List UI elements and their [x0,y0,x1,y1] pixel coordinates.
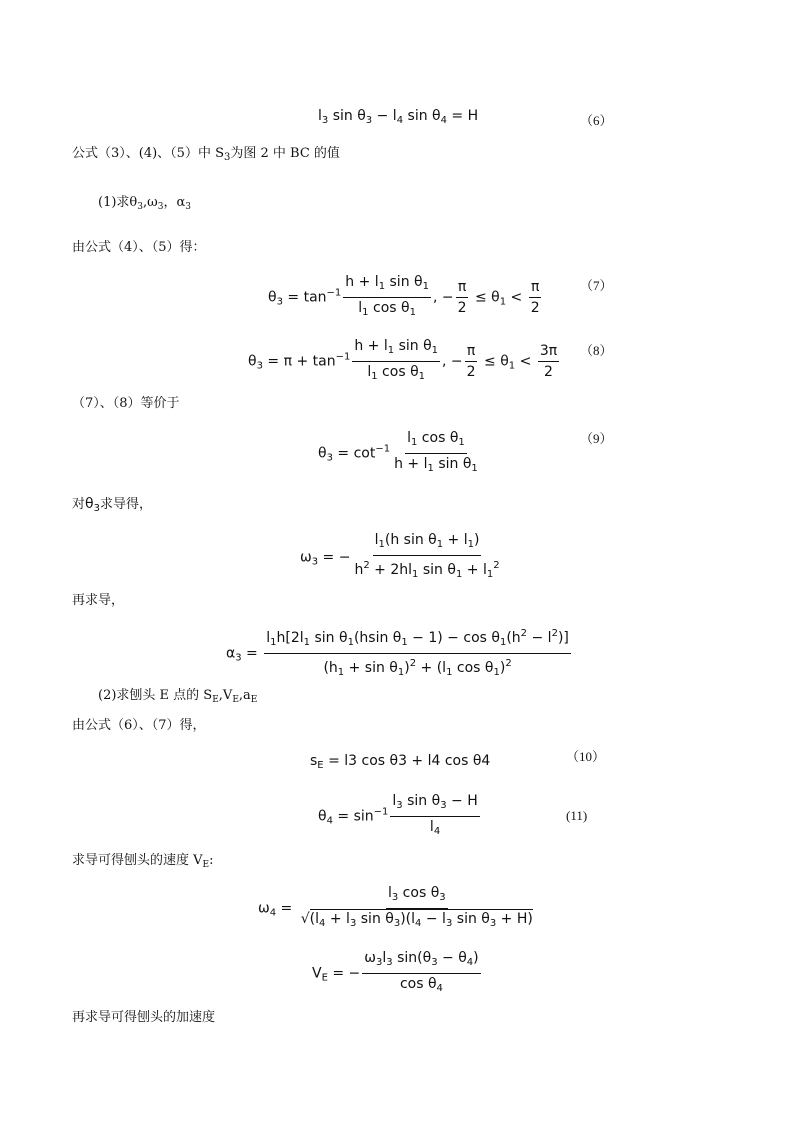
formula-note-text: 公式（3）、(4)、（5）中 S [72,146,224,161]
equation-8: $\theta_3 = \pi + \tan^{-1}$ $\frac{h + l_1 \sin \theta_1}{l_1 \cos \theta_1}$ , − $\frac{\pi}{2}$ ≤ $\theta_1$ < $\frac{3\pi}{2}$ [248,338,558,382]
paragraph-formula-note [72,146,340,166]
section-2-heading: (2)求刨头 E 点的 $S_E,V_E,a_E$ [98,688,258,705]
equation-ve: $V_E$ = − $\frac{\omega_3l_3 \sin(\theta_3 - \theta_4)}{\cos \theta_4}$ [312,950,479,994]
equation-number-10: （10） [566,749,606,764]
velocity-text: 求导可得刨头的速度 V [72,853,203,868]
section-2-v: ,V [218,688,233,703]
equation-6: $l_3$ $\sin \theta_3 - l_4$ $\sin \theta_4 = H$ [318,108,479,126]
paragraph-velocity: 求导可得刨头的速度 $V_E$: [72,853,214,870]
section-2-a: ,a [238,688,251,703]
paragraph-from-45: 由公式（4）、（5）得： [72,240,206,255]
formula-note-tail: 为图 2 中 BC 的值 [230,146,340,161]
paragraph-acceleration: 再求导可得刨头的加速度 [72,1010,216,1025]
equation-alpha3: $\alpha_3$ = $\frac{l_1h[2l_1 \sin \theta_1(hsin \theta_1 - 1) - \cos \theta_1(h^2 - l^2)]}{(h_1 + \sin \theta_1)^2 + (l_1 \cos \theta_1)^2}$ [226,628,569,678]
paragraph-derive-again: 再求导， [72,593,125,608]
derive-suffix: 求导得， [99,497,152,512]
equation-9: $\theta_3 = \cot^{-1}$ $\frac{l_1 \cos \theta_1}{h + l_1 \sin \theta_1}$ [318,430,478,474]
velocity-tail: : [209,853,214,868]
paragraph-derive-theta [72,496,152,517]
equation-number-9: （9） [580,431,613,446]
equation-number-11: (11) [566,808,588,823]
paragraph-from-67: 由公式（6）、（7）得， [72,718,206,733]
theta3-symbol: $\theta_3$ [85,496,100,514]
equation-number-6: （6） [580,113,613,128]
equation-number-8: （8） [580,343,613,358]
paragraph-equivalent: （7）、（8）等价于 [72,396,180,411]
equation-omega4: $\omega_4$ = $\frac{l_3 \cos \theta_3}{√(l_4 + l_3 \sin \theta_3)(l_4 - l_3 \sin \theta_3 + H)}$ [258,885,533,929]
section-1-heading: (1)求$\theta_3,\omega_3$，$\alpha_3$ [98,195,191,212]
equation-7: $\theta_3 = \tan^{-1}$ $\frac{h + l_1 \sin \theta_1}{l_1 \cos \theta_1}$ , − $\frac{\pi}{2}$ ≤ $\theta_1$ < $\frac{\pi}{2}$ [268,274,540,318]
equation-10: $s_E = l3$ cos θ3 + l4 cos θ4 [310,753,491,771]
derive-prefix: 对 [72,497,86,512]
section-1-omega: ,ω [142,195,158,210]
section-2-label: (2)求刨头 E 点的 S [98,688,213,703]
equation-omega3: $\omega_3$ = − $\frac{l_1(h \sin \theta_1 + l_1)}{h^2 + 2hl_1 \sin \theta_1 + l_1^2}$ [300,532,500,580]
equation-11: $\theta_4 = \sin^{-1}$ $\frac{l_3 \sin \theta_3 - H}{l_4}$ [318,793,478,837]
section-1-label: (1)求θ [98,195,138,210]
equation-number-7: （7） [580,278,613,293]
section-1-alpha: ，α [163,195,186,210]
formula-note-sub: 3 [224,152,231,163]
